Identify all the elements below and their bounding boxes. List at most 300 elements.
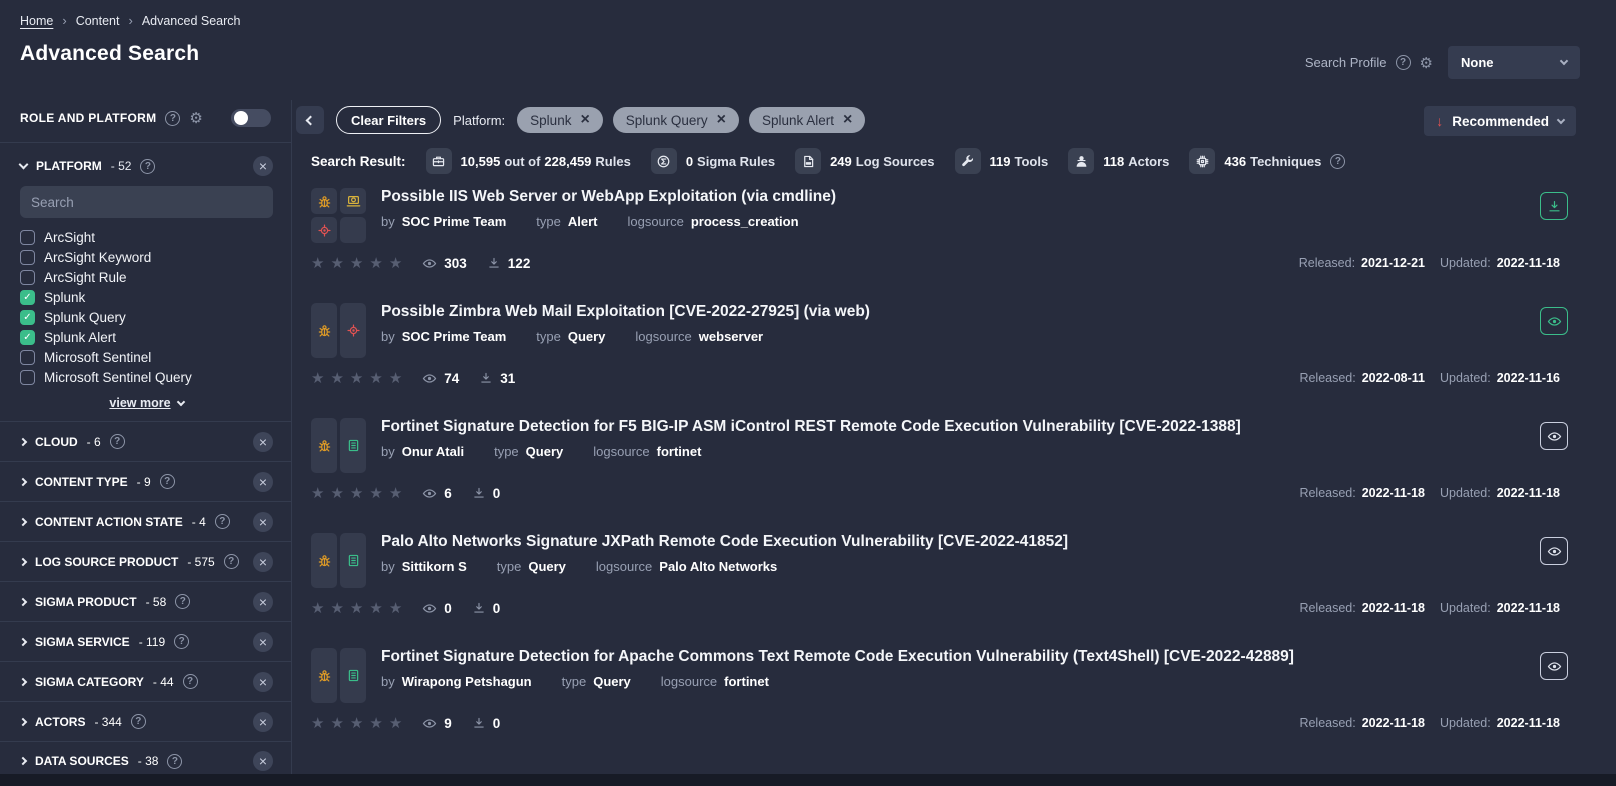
author-name: SOC Prime Team [401, 214, 507, 229]
section-header [20, 474, 175, 489]
clear-section-icon[interactable]: × [253, 712, 273, 732]
help-icon[interactable]: ? [140, 159, 155, 174]
section-count: - 119 [138, 634, 166, 649]
card-top [311, 182, 1560, 243]
downloads-count [472, 601, 501, 616]
section-count: - 9 [136, 474, 151, 489]
eye-icon [422, 256, 437, 271]
chevron-down-icon [1557, 115, 1565, 123]
help-icon[interactable]: ? [183, 674, 198, 689]
chevron-right-icon [19, 437, 27, 445]
star-icon: ★ [311, 255, 325, 272]
laptop-shield-icon [340, 188, 366, 214]
platform-search-box [20, 186, 273, 218]
section-label: LOG SOURCE PRODUCT [35, 554, 179, 569]
author-name: Wirapong Petshagun [401, 674, 532, 689]
rule-type-pair [562, 674, 631, 689]
section-header [20, 514, 230, 529]
released-label: Released: [1299, 716, 1356, 730]
star-icon: ★ [349, 370, 364, 387]
download-icon [487, 256, 501, 270]
star-icon: ★ [330, 600, 344, 617]
meta-label-logsource: logsource [635, 329, 692, 344]
card-icons [311, 648, 367, 703]
list-icon [340, 418, 366, 473]
bug-icon [311, 418, 337, 473]
card-dates [1299, 371, 1560, 385]
eye-icon [422, 716, 437, 731]
downloads-count [479, 371, 515, 386]
card-icons [311, 418, 367, 473]
rule-type: Query [525, 444, 564, 459]
stat-part: 10,595 [460, 153, 501, 169]
filter-chip[interactable] [749, 107, 865, 133]
platform-option-label: Microsoft Sentinel [44, 349, 152, 365]
stat-part: 0 [685, 153, 694, 169]
bug-icon [311, 188, 337, 214]
card-top [311, 527, 1560, 588]
stat-item [795, 148, 934, 174]
platform-option[interactable] [20, 347, 273, 367]
sidebar-header [0, 100, 291, 136]
result-title[interactable]: Palo Alto Networks Signature JXPath Remote Code Execution Vulnerability [CVE-2022-41852] [381, 533, 1069, 550]
result-meta [381, 444, 1560, 459]
download-icon [472, 716, 486, 730]
section-label: SIGMA CATEGORY [35, 674, 144, 689]
section-label: SIGMA PRODUCT [35, 594, 137, 609]
author-name: SOC Prime Team [401, 329, 507, 344]
checkbox-checked-icon[interactable]: ✓ [20, 310, 35, 325]
logsource-name-pair [627, 214, 798, 229]
meta-label-by: by [381, 214, 395, 229]
released-date: 2022-11-18 [1361, 716, 1425, 730]
tools-icon [955, 148, 981, 174]
clear-section-icon[interactable]: × [253, 632, 273, 652]
platform-option[interactable] [20, 367, 273, 387]
card-info [381, 188, 1560, 243]
stat-item [426, 148, 631, 174]
released-date: 2022-08-11 [1361, 371, 1425, 385]
sidebar-title: ROLE AND PLATFORM [20, 111, 157, 125]
stat-item [1068, 148, 1169, 174]
stats-items [426, 148, 1346, 174]
downloads-count [487, 256, 531, 271]
bug-icon [311, 533, 337, 588]
card-action-preview-button[interactable] [1540, 422, 1568, 450]
logsource-name-pair [596, 559, 777, 574]
eye-icon [422, 601, 437, 616]
platform-option[interactable] [20, 287, 273, 307]
platform-chips [517, 107, 865, 133]
download-icon [472, 486, 486, 500]
updated-date: 2022-11-16 [1496, 371, 1560, 385]
breadcrumb-item[interactable]: Content [75, 13, 120, 28]
checkbox-icon[interactable] [20, 230, 35, 245]
downloads-number: 0 [492, 600, 501, 616]
card-dates [1299, 486, 1560, 500]
star-icon: ★ [311, 600, 325, 617]
stat-part: Techniques [1250, 153, 1322, 169]
card-stats-row [311, 599, 1560, 617]
clear-section-icon[interactable]: × [253, 592, 273, 612]
section-header [20, 754, 182, 769]
card-top [311, 412, 1560, 473]
section-header [20, 714, 146, 729]
sidebar-section-actors[interactable] [0, 701, 291, 741]
filter-chip[interactable] [613, 107, 739, 133]
logsource-icon [795, 148, 821, 174]
help-icon[interactable]: ? [160, 474, 175, 489]
meta-label-by: by [381, 329, 395, 344]
section-count: - 58 [145, 594, 167, 609]
page-title: Advanced Search [20, 42, 200, 65]
result-meta [381, 214, 1560, 229]
sidebar-section-sigma-service[interactable] [0, 621, 291, 661]
released-label: Released: [1299, 601, 1356, 615]
rule-type: Query [528, 559, 566, 574]
section-label: CLOUD [35, 434, 78, 449]
sort-select[interactable] [1424, 106, 1576, 136]
star-icon: ★ [330, 715, 344, 732]
platform-option-label: Microsoft Sentinel Query [44, 369, 192, 385]
author-name: Sittikorn S [401, 559, 467, 574]
card-info [381, 418, 1560, 473]
stat-part: 118 [1103, 153, 1125, 169]
sidebar-section-data-sources[interactable] [0, 741, 291, 774]
result-card [311, 642, 1560, 757]
card-stats-row [311, 369, 1560, 387]
views-count [422, 486, 452, 501]
star-icon: ★ [349, 600, 364, 617]
sidebar-section-cloud[interactable] [0, 421, 291, 461]
card-info [381, 533, 1560, 588]
stat-text [1103, 154, 1169, 169]
result-title[interactable]: Possible IIS Web Server or WebApp Exploitation (via cmdline) [381, 188, 837, 205]
clear-section-icon[interactable]: × [253, 552, 273, 572]
chevron-right-icon [19, 677, 27, 685]
stat-part: 436 [1224, 153, 1247, 169]
chevron-down-icon [176, 397, 184, 405]
checkbox-icon[interactable] [20, 370, 35, 385]
breadcrumb-item[interactable]: Home [20, 13, 54, 28]
card-stats-row [311, 484, 1560, 502]
sigma-icon [651, 148, 677, 174]
rule-type-pair [497, 559, 566, 574]
star-icon: ★ [369, 255, 383, 272]
released-date: 2022-11-18 [1361, 486, 1425, 500]
rating-stars [311, 369, 402, 387]
result-meta [381, 559, 1560, 574]
stat-text [830, 154, 934, 169]
help-icon[interactable]: ? [131, 714, 146, 729]
author-name-pair [381, 329, 506, 344]
updated-label: Updated: [1440, 601, 1491, 615]
released-label: Released: [1299, 486, 1356, 500]
remove-chip-icon[interactable]: × [580, 111, 590, 128]
updated-date: 2022-11-18 [1496, 256, 1560, 270]
star-icon: ★ [349, 715, 364, 732]
section-header [20, 594, 190, 609]
logsource-name: webserver [698, 329, 764, 344]
card-stats-row [311, 254, 1560, 272]
views-number: 9 [444, 715, 452, 731]
star-icon: ★ [369, 715, 383, 732]
card-action-preview-button[interactable] [1540, 537, 1568, 565]
views-count [422, 256, 467, 271]
chevron-right-icon [19, 557, 27, 565]
download-icon [472, 601, 486, 615]
downloads-number: 0 [492, 715, 501, 731]
search-result-label: Search Result: [311, 153, 406, 169]
chevron-right-icon [19, 477, 27, 485]
sidebar-section-content-action-state[interactable] [0, 501, 291, 541]
sidebar-section-sigma-category[interactable] [0, 661, 291, 701]
chevron-right-icon [19, 637, 27, 645]
role-platform-toggle[interactable] [231, 109, 271, 127]
rule-type-pair [494, 444, 563, 459]
download-icon [479, 371, 493, 385]
stat-part: 119 [989, 153, 1011, 169]
help-icon[interactable]: ? [165, 111, 180, 126]
filter-chip[interactable] [517, 107, 603, 133]
platform-option-label: ArcSight [44, 229, 96, 245]
section-header [20, 434, 125, 449]
actors-icon [1068, 148, 1094, 174]
platform-option[interactable] [20, 327, 273, 347]
remove-chip-icon[interactable]: × [716, 111, 726, 128]
checkbox-icon[interactable] [20, 270, 35, 285]
logsource-name-pair [661, 674, 769, 689]
search-profile-bar [1305, 46, 1580, 79]
card-top [311, 297, 1560, 358]
platform-section-label: PLATFORM [36, 159, 102, 173]
views-number: 0 [444, 600, 452, 616]
platform-option[interactable] [20, 267, 273, 287]
platform-option-label: Splunk [44, 289, 86, 305]
updated-label: Updated: [1440, 256, 1491, 270]
help-icon[interactable]: ? [215, 514, 230, 529]
updated-label: Updated: [1440, 716, 1491, 730]
help-icon[interactable]: ? [1396, 55, 1411, 70]
star-icon: ★ [388, 600, 403, 617]
sidebar-section-sigma-product[interactable] [0, 581, 291, 621]
platform-option-label: Splunk Alert [44, 329, 117, 345]
checkbox-icon[interactable] [20, 350, 35, 365]
updated-label: Updated: [1440, 486, 1491, 500]
meta-label-logsource: logsource [593, 444, 650, 459]
filter-chip-label: Splunk Alert [761, 112, 834, 128]
card-icons [311, 303, 367, 358]
clear-section-icon[interactable]: × [253, 156, 273, 176]
card-stats-row [311, 714, 1560, 732]
author-name-pair [381, 559, 467, 574]
sidebar-section-content-type[interactable] [0, 461, 291, 501]
eye-icon [422, 371, 437, 386]
stat-text [990, 154, 1049, 169]
platform-option[interactable] [20, 247, 273, 267]
released-label: Released: [1299, 371, 1356, 385]
platform-section-header[interactable] [20, 156, 273, 176]
result-meta [381, 329, 1560, 344]
rating-stars [311, 484, 402, 502]
released-date: 2021-12-21 [1361, 256, 1425, 270]
star-icon: ★ [369, 600, 383, 617]
breadcrumb-separator-icon: › [62, 13, 67, 28]
author-name: Onur Atali [401, 444, 465, 459]
breadcrumb [20, 13, 241, 28]
downloads-number: 122 [507, 255, 531, 271]
sidebar-section-log-source-product[interactable] [0, 541, 291, 581]
card-stats [311, 484, 500, 502]
clear-section-icon[interactable]: × [253, 672, 273, 692]
platform-option-label: ArcSight Keyword [44, 249, 152, 265]
card-info [381, 303, 1560, 358]
clear-section-icon[interactable]: × [253, 472, 273, 492]
star-icon: ★ [369, 370, 383, 387]
result-card [311, 182, 1560, 297]
checkbox-checked-icon[interactable]: ✓ [20, 330, 35, 345]
card-stats [311, 599, 500, 617]
stat-item [955, 148, 1049, 174]
sort-label: Recommended [1452, 113, 1549, 129]
updated-date: 2022-11-18 [1496, 716, 1560, 730]
main-content [293, 100, 1616, 774]
meta-label-logsource: logsource [595, 559, 653, 574]
rating-stars [311, 599, 402, 617]
bug-icon [311, 648, 337, 703]
result-title[interactable]: Fortinet Signature Detection for F5 BIG-IP ASM iControl REST Remote Code Execution Vulnerability [CVE-2022-1388] [381, 418, 1241, 435]
star-icon: ★ [311, 370, 325, 387]
list-icon [340, 533, 366, 588]
section-header [20, 674, 198, 689]
clear-section-icon[interactable]: × [253, 432, 273, 452]
techniques-icon [1189, 148, 1215, 174]
help-icon[interactable]: ? [1330, 154, 1345, 169]
filter-chip-label: Splunk [530, 112, 572, 128]
target-icon [311, 217, 337, 243]
chevron-left-icon [305, 115, 315, 125]
logsource-name: Palo Alto Networks [659, 559, 778, 574]
chevron-right-icon [19, 517, 27, 525]
downloads-count [472, 716, 501, 731]
stat-part: Actors [1128, 153, 1170, 169]
views-count [422, 371, 459, 386]
meta-label-type: type [494, 444, 519, 459]
star-icon: ★ [330, 370, 344, 387]
logsource-name-pair [635, 329, 763, 344]
result-card [311, 527, 1560, 642]
clear-section-icon[interactable]: × [253, 512, 273, 532]
checkbox-icon[interactable] [20, 250, 35, 265]
target-icon [340, 303, 366, 358]
downloads-number: 31 [500, 370, 516, 386]
search-profile-label: Search Profile [1304, 55, 1387, 70]
chevron-right-icon [19, 757, 27, 765]
card-dates [1299, 601, 1560, 615]
help-icon[interactable]: ? [174, 634, 189, 649]
card-stats [311, 714, 500, 732]
platform-options [20, 227, 273, 387]
platform-option[interactable] [20, 307, 273, 327]
result-title[interactable]: Possible Zimbra Web Mail Exploitation [CVE-2022-27925] (via web) [381, 303, 870, 320]
section-count: - 6 [86, 434, 101, 449]
search-profile-select[interactable] [1448, 46, 1580, 79]
gear-icon[interactable]: ⚙ [189, 110, 203, 127]
card-action-preview-button[interactable] [1540, 652, 1568, 680]
sort-direction-icon: ↓ [1436, 113, 1444, 129]
card-action-download-button[interactable] [1540, 192, 1568, 220]
logsource-name: fortinet [724, 674, 769, 689]
updated-date: 2022-11-18 [1496, 486, 1560, 500]
help-icon[interactable]: ? [167, 754, 182, 769]
views-number: 74 [444, 370, 460, 386]
released-date: 2022-11-18 [1361, 601, 1425, 615]
downloads-number: 0 [492, 485, 501, 501]
stat-part: 249 [830, 153, 852, 169]
downloads-count [472, 486, 501, 501]
clear-section-icon[interactable]: × [253, 751, 273, 771]
filters-sidebar [0, 100, 292, 774]
empty-tile [340, 217, 366, 243]
result-title[interactable]: Fortinet Signature Detection for Apache Commons Text Remote Code Execution Vulnerability (Text4Shell) [CVE-2022-42889] [381, 648, 1294, 665]
views-count [422, 601, 452, 616]
result-card [311, 412, 1560, 527]
chevron-right-icon [19, 597, 27, 605]
sidebar-sections [0, 421, 291, 774]
help-icon[interactable]: ? [110, 434, 125, 449]
meta-label-type: type [536, 329, 561, 344]
platform-chips-label: Platform: [453, 112, 506, 128]
view-more-link[interactable]: view more [20, 396, 273, 410]
results-list [311, 182, 1560, 757]
breadcrumb-item: Advanced Search [141, 13, 241, 28]
filter-chip-label: Splunk Query [625, 112, 708, 128]
section-label: SIGMA SERVICE [35, 634, 130, 649]
card-dates [1299, 256, 1560, 270]
stat-text [1224, 154, 1321, 169]
stat-part: Rules [595, 153, 631, 169]
remove-chip-icon[interactable]: × [842, 111, 853, 128]
search-profile-value: None [1461, 55, 1494, 70]
updated-label: Updated: [1440, 371, 1491, 385]
eye-icon [422, 486, 437, 501]
meta-label-type: type [496, 559, 522, 574]
stat-text [686, 154, 775, 169]
platform-search-input[interactable] [31, 195, 262, 210]
logsource-name-pair [593, 444, 701, 459]
collapse-sidebar-button[interactable] [296, 106, 324, 134]
platform-section-count: - 52 [110, 159, 132, 173]
stat-part: Tools [1014, 153, 1049, 169]
rule-type: Alert [567, 214, 598, 229]
section-label: ACTORS [35, 714, 86, 729]
rule-type: Query [567, 329, 606, 344]
card-action-preview-button[interactable] [1540, 307, 1568, 335]
gear-icon[interactable]: ⚙ [1419, 54, 1433, 72]
author-name-pair [381, 214, 506, 229]
section-label: CONTENT ACTION STATE [35, 514, 183, 529]
platform-option-label: Splunk Query [44, 309, 126, 325]
help-icon[interactable]: ? [224, 554, 239, 569]
clear-filters-button[interactable]: Clear Filters [336, 106, 441, 134]
views-number: 6 [444, 485, 452, 501]
help-icon[interactable]: ? [175, 594, 190, 609]
checkbox-checked-icon[interactable]: ✓ [20, 290, 35, 305]
card-stats [311, 254, 530, 272]
chevron-down-icon [19, 160, 29, 170]
platform-option[interactable] [20, 227, 273, 247]
star-icon: ★ [388, 255, 403, 272]
